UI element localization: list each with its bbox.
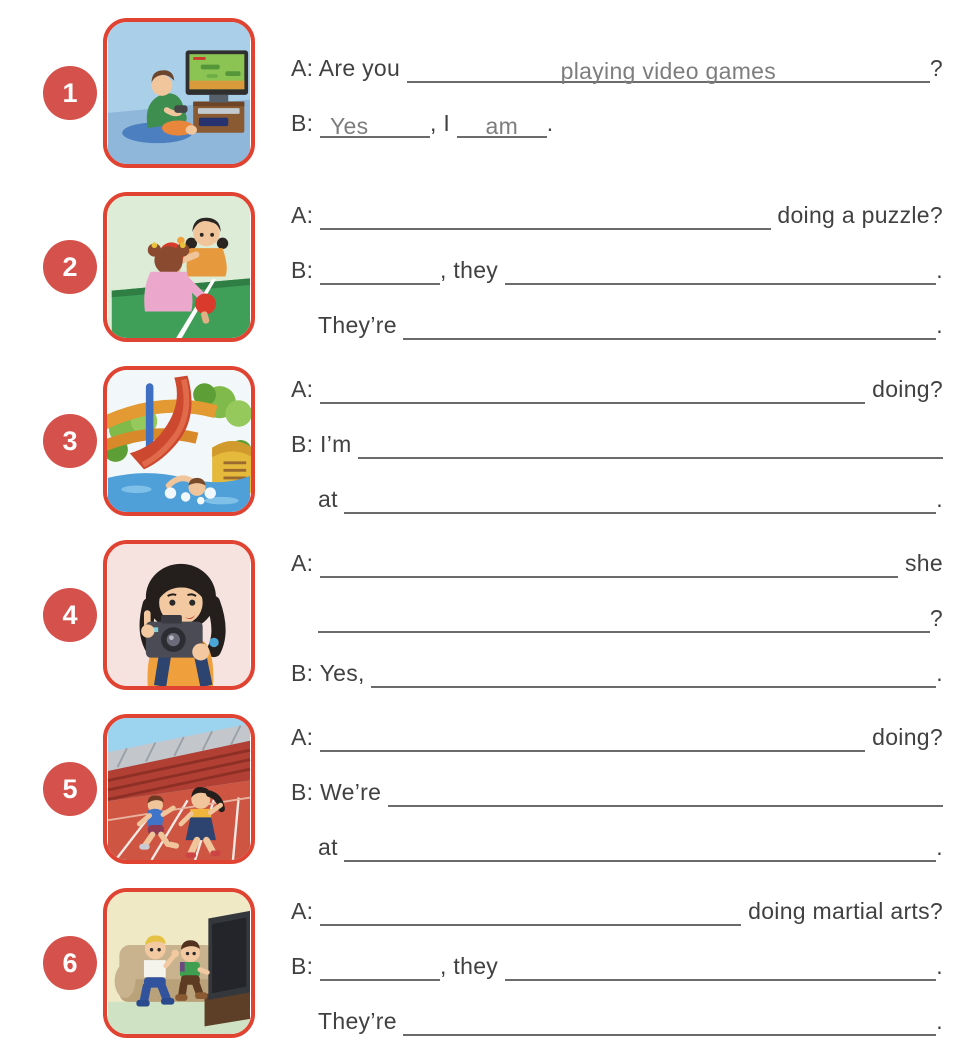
dialogue-line [291, 762, 943, 817]
dialogue-text: B: [291, 110, 321, 137]
illustration-running-track [103, 714, 255, 864]
answer-blank[interactable] [371, 652, 936, 688]
illustration-water-park [103, 366, 255, 516]
dialogue-line [291, 643, 943, 698]
dialogue-text: at [318, 833, 345, 860]
answer-blank[interactable] [505, 945, 937, 981]
exercise-item-3 [0, 354, 968, 528]
item-number-badge: 4 [43, 588, 97, 642]
dialogue-line [291, 469, 943, 524]
dialogue-text: They’re [318, 1007, 404, 1034]
dialogue-lines [291, 38, 943, 148]
exercise-item-1 [0, 6, 968, 180]
dialogue-lines [291, 533, 943, 698]
dialogue-lines [291, 707, 943, 872]
dialogue-line [291, 881, 943, 936]
illustration-table-tennis [103, 192, 255, 342]
dialogue-text: ? [929, 604, 943, 631]
dialogue-text: . [546, 110, 554, 137]
answer-blank[interactable] [320, 194, 771, 230]
dialogue-line [291, 588, 943, 643]
item-number-badge: 2 [43, 240, 97, 294]
dialogue-text: B: [291, 952, 321, 979]
exercise-item-4 [0, 528, 968, 702]
dialogue-text: A: [291, 549, 321, 576]
answer-blank[interactable] [457, 102, 547, 138]
dialogue-line [291, 533, 943, 588]
dialogue-text: B: We’re [291, 778, 388, 805]
dialogue-text: doing? [865, 375, 943, 402]
illustration-video-games [103, 18, 255, 168]
dialogue-text: . [936, 256, 943, 283]
answer-text: am [485, 113, 519, 140]
dialogue-line [291, 38, 943, 93]
answer-blank[interactable] [358, 423, 943, 459]
dialogue-text: . [936, 1007, 943, 1034]
dialogue-text: A: Are you [291, 55, 407, 82]
dialogue-text: . [936, 833, 943, 860]
dialogue-text: doing a puzzle? [770, 201, 943, 228]
dialogue-text: B: [291, 256, 321, 283]
dialogue-text: A: [291, 897, 321, 924]
answer-blank[interactable] [344, 478, 936, 514]
item-number-badge: 6 [43, 936, 97, 990]
answer-blank[interactable] [344, 826, 936, 862]
answer-blank[interactable] [320, 945, 440, 981]
dialogue-text: B: Yes, [291, 659, 372, 686]
answer-blank[interactable] [320, 716, 865, 752]
dialogue-line [291, 240, 943, 295]
dialogue-line [291, 414, 943, 469]
dialogue-text: They’re [318, 311, 404, 338]
dialogue-text: . [936, 659, 943, 686]
dialogue-text: , they [440, 256, 505, 283]
dialogue-line [291, 295, 943, 350]
illustration-tv-room [103, 888, 255, 1038]
item-number-badge: 5 [43, 762, 97, 816]
dialogue-line [291, 359, 943, 414]
dialogue-lines [291, 185, 943, 350]
answer-text: Yes [330, 113, 369, 140]
dialogue-line [291, 991, 943, 1046]
dialogue-lines [291, 881, 943, 1046]
dialogue-text: doing? [865, 723, 943, 750]
answer-blank[interactable] [505, 249, 937, 285]
dialogue-text: at [318, 485, 345, 512]
dialogue-text: . [936, 952, 943, 979]
dialogue-line [291, 817, 943, 872]
answer-blank[interactable] [388, 771, 943, 807]
answer-blank[interactable] [320, 368, 865, 404]
answer-text: playing video games [560, 58, 777, 85]
answer-blank[interactable] [320, 890, 741, 926]
illustration-camera-girl [103, 540, 255, 690]
dialogue-text: A: [291, 201, 321, 228]
exercise-item-5 [0, 702, 968, 876]
exercise-item-6 [0, 876, 968, 1050]
item-number-badge: 1 [43, 66, 97, 120]
dialogue-text: , they [440, 952, 505, 979]
dialogue-line [291, 936, 943, 991]
answer-blank[interactable] [320, 542, 898, 578]
answer-blank[interactable] [403, 304, 936, 340]
exercise-item-2 [0, 180, 968, 354]
dialogue-text: doing martial arts? [741, 897, 943, 924]
dialogue-line [291, 93, 943, 148]
answer-blank[interactable] [318, 597, 930, 633]
dialogue-text: . [936, 311, 943, 338]
dialogue-text: B: I’m [291, 430, 359, 457]
dialogue-lines [291, 359, 943, 524]
answer-blank[interactable] [407, 47, 930, 83]
item-number-badge: 3 [43, 414, 97, 468]
answer-blank[interactable] [320, 249, 440, 285]
dialogue-text: A: [291, 375, 321, 402]
answer-blank[interactable] [320, 102, 430, 138]
dialogue-line [291, 707, 943, 762]
dialogue-text: . [936, 485, 943, 512]
dialogue-text: A: [291, 723, 321, 750]
dialogue-text: , I [430, 110, 457, 137]
dialogue-text: she [898, 549, 943, 576]
dialogue-line [291, 185, 943, 240]
dialogue-text: ? [929, 55, 943, 82]
answer-blank[interactable] [403, 1000, 936, 1036]
